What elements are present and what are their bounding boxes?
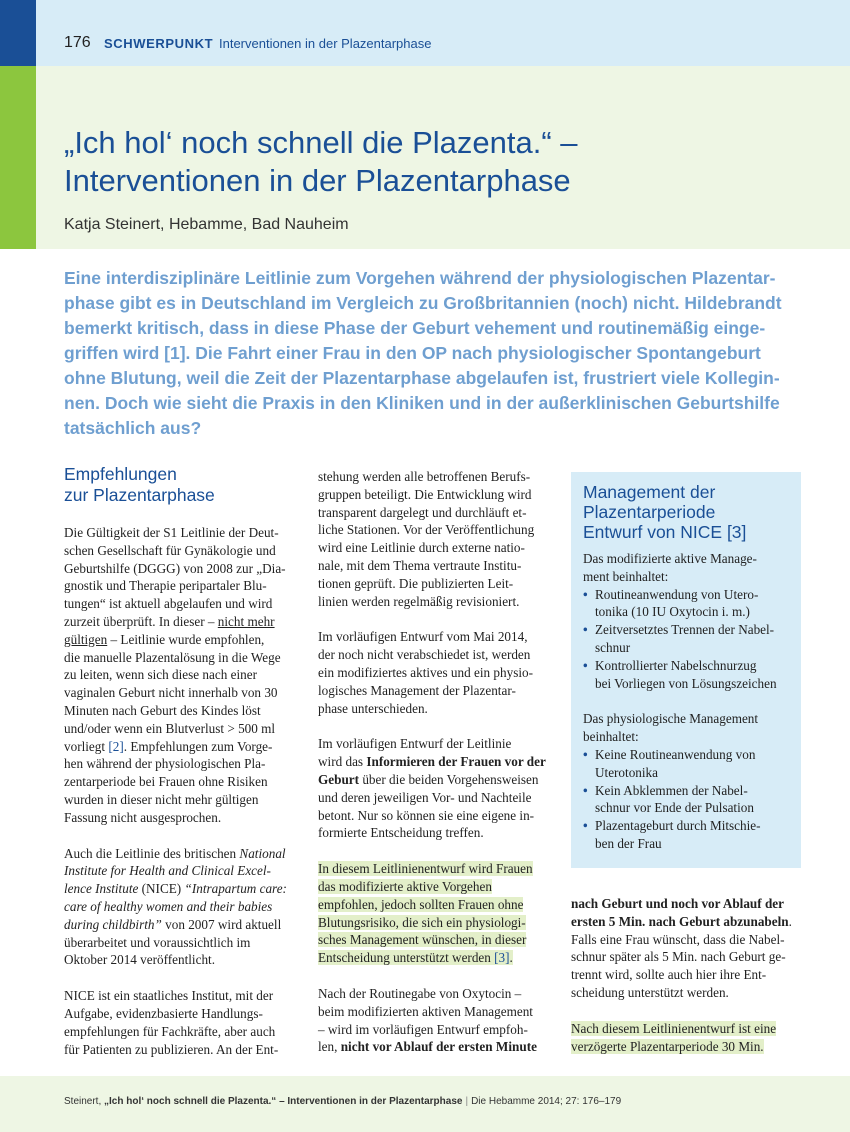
info-box-intro: Das physiologische Management beinhaltet: — [583, 711, 759, 745]
header-color-marker — [0, 0, 36, 66]
column-2 — [318, 468, 547, 1074]
text-run: Auch die Leitlinie des britischen — [64, 845, 240, 861]
footer-journal: Die Hebamme 2014; 27: 176–179 — [471, 1096, 622, 1107]
list-item: • Routineanwendung von Utero- tonika (10 IU Oxytocin i. m.) — [583, 586, 789, 622]
list-physiological-management — [583, 746, 789, 853]
footer-separator: | — [465, 1096, 469, 1107]
paragraph-entstehung: stehung werden alle betroffenen Berufs- gruppen beteiligt. Die Entwicklung wird transparent dargelegt und durchläuft et- liche Stationen. Vor der Veröffentlichung wird eine Leitlinie durch externe natio- nale, mit dem Thema vertraute Institu- tionen geprüft. Die publizierten Leit- linien werden regelmäßig revisioniert. — [318, 469, 535, 609]
text-run: Die Gültigkeit der S1 Leitlinie der Deut- schen Gesellschaft für Gynäkologie und Geburtshilfe (DGGG) von 2008 zur „Dia- gnostik und Therapie peripartaler Blu- tungen“ ist aktuell abgelaufen und wird zurzeit überprüft. In dieser – — [64, 525, 286, 629]
highlight-run: Nach diesem Leitlinienentwurf ist eine verzögerte Plazentarperiode 30 Min. — [571, 1020, 777, 1054]
info-box-intro: Das modifizierte aktive Manage- ment beinhaltet: — [583, 551, 757, 584]
text-run: Nach der Routinegabe von Oxytocin – beim modifizierten aktiven Management – wird im vorläufigen Entwurf empfoh- len, — [318, 985, 533, 1055]
page-header — [0, 0, 850, 66]
bold-text: nicht vor Ablauf der ersten Minute — [340, 1039, 537, 1055]
text-run: (NICE) — [138, 881, 185, 897]
text-run: . Falls eine Frau wünscht, dass die Nabel- schnur später als 5 Min. nach Geburt ge- trennt wird, sollte auch hier ihre Ent- scheidung unterstützt werden. — [571, 913, 792, 1000]
list-item: • Zeitversetztes Trennen der Nabel- schnur — [583, 621, 789, 657]
info-box — [571, 472, 801, 868]
column-3 — [571, 895, 801, 1073]
highlight-run: . — [509, 950, 513, 966]
page-number: 176 — [64, 34, 91, 51]
paragraph-abnabeln — [571, 895, 801, 1002]
highlight-run: In diesem Leitlinienentwurf wird Frauen das modifizierte aktive Vorgehen empfohlen, jedoch sollten Frauen ohne Blutungsrisiko, die sich ein physiologi- sches Management wünschen, in dieser Entscheidung unterstützt werden — [318, 861, 533, 966]
text-run: über die beiden Vorgehensweisen und deren jeweiligen Vor- und Nachteile betont. Nur so können sie eine eigene in- formierte Entscheidung treffen. — [318, 771, 539, 841]
text-run: von 2007 wird aktuell überarbeitet und voraussichtlich im Oktober 2014 veröffentlicht. — [64, 916, 282, 968]
list-item: • Kontrollierter Nabelschnurzug bei Vorliegen von Lösungszeichen — [583, 657, 789, 693]
highlight-block — [318, 860, 547, 967]
reference-link[interactable]: [3] — [494, 950, 510, 966]
highlighted-text — [318, 860, 547, 967]
paragraph-nice-institut: NICE ist ein staatliches Institut, mit der Aufgabe, evidenzbasierte Handlungs- empfehlungen für Fachkräfte, aber auch für Patienten zu publizieren. An der Ent- — [64, 988, 279, 1057]
section-label: SCHWERPUNKT — [104, 36, 214, 51]
lead-text: Eine interdisziplinäre Leitlinie zum Vorgehen während der physiologischen Plazentar- phase gibt es in Deutschland im Vergleich zu Großbritannien (noch) nicht. Hildebrandt bemerkt kritisch, dass in diese Phase der Geburt vehement und routinemäßig einge- griffen wird [1]. Die Fahrt einer Frau in den OP nach physiologischer Spontangeburt ohne Blutung, weil die Zeit der Plazentarphase abgelaufen ist, frustriert viele Kollegin- nen. Doch wie sieht die Praxis in den Kliniken und in der außerklinischen Geburtshilfe tatsächlich aus? — [64, 268, 782, 438]
italic-text: National Institute for Health and Clinical Excel- lence Institute — [64, 845, 286, 897]
page-footer — [0, 1076, 850, 1132]
footer-title: „Ich hol‘ noch schnell die Plazenta.“ – Interventionen in der Plazentarphase — [104, 1096, 463, 1107]
title-band — [0, 66, 850, 249]
highlighted-text — [571, 1020, 801, 1056]
footer-citation — [64, 1096, 621, 1107]
paragraph-informieren — [318, 735, 547, 842]
paragraph-entwurf-mai: Im vorläufigen Entwurf vom Mai 2014, der noch nicht verabschiedet ist, werden ein modifiziertes aktives und ein physio- logisches Management der Plazentar- phase unterschieden. — [318, 629, 533, 716]
reference-link[interactable]: [2] — [108, 738, 124, 754]
lead-paragraph — [64, 266, 804, 441]
bold-text: nach Geburt und noch vor Ablauf der ersten 5 Min. nach Geburt abzunabeln — [571, 896, 789, 929]
article-author: Katja Steinert, Hebamme, Bad Nauheim — [64, 216, 349, 233]
paragraph-leitlinie-dggg — [64, 524, 294, 827]
paragraph-oxytocin — [318, 985, 547, 1056]
list-item: • Kein Abklemmen der Nabel- schnur vor Ende der Pulsation — [583, 782, 789, 818]
running-title: Interventionen in der Plazentarphase — [219, 36, 432, 51]
list-item: • Keine Routineanwendung von Uterotonika — [583, 746, 789, 782]
bold-text: Informieren der Frauen vor der Geburt — [318, 754, 546, 787]
paragraph-nice — [64, 845, 294, 970]
footer-author: Steinert, — [64, 1096, 105, 1107]
column-1 — [64, 464, 294, 1076]
text-run: Im vorläufigen Entwurf der Leitlinie wird das — [318, 736, 512, 770]
info-box-title: Management der Plazentarperiode Entwurf von NICE [3] — [583, 482, 747, 542]
text-run: . Empfehlungen zum Vorge- hen während der physiologischen Pla- zentarperiode bei Frauen ohne Risiken wurden in dieser nicht mehr gültigen Fassung nicht ausgesprochen. — [64, 738, 273, 825]
italic-text: “Intrapartum care: care of healthy women and their babies during childbirth” — [64, 881, 287, 932]
list-active-management — [583, 586, 789, 693]
underlined-text: nicht mehr gültigen — [64, 613, 275, 647]
article-title: „Ich hol‘ noch schnell die Plazenta.“ – Interventionen in der Plazentarphase — [64, 125, 578, 198]
text-run: – Leitlinie wurde empfohlen, die manuelle Plazentalösung in die Wege zu leiten, wenn sich diese nach einer vaginalen Geburt nicht innerhalb von 30 Minuten nach Geburt des Kindes löst und/oder wenn ein Blutverlust > 500 ml vorliegt — [64, 631, 281, 754]
list-item: • Plazentageburt durch Mitschie- ben der Frau — [583, 817, 789, 853]
title-color-marker — [0, 66, 36, 249]
section-heading: Empfehlungen zur Plazentarphase — [64, 464, 215, 505]
